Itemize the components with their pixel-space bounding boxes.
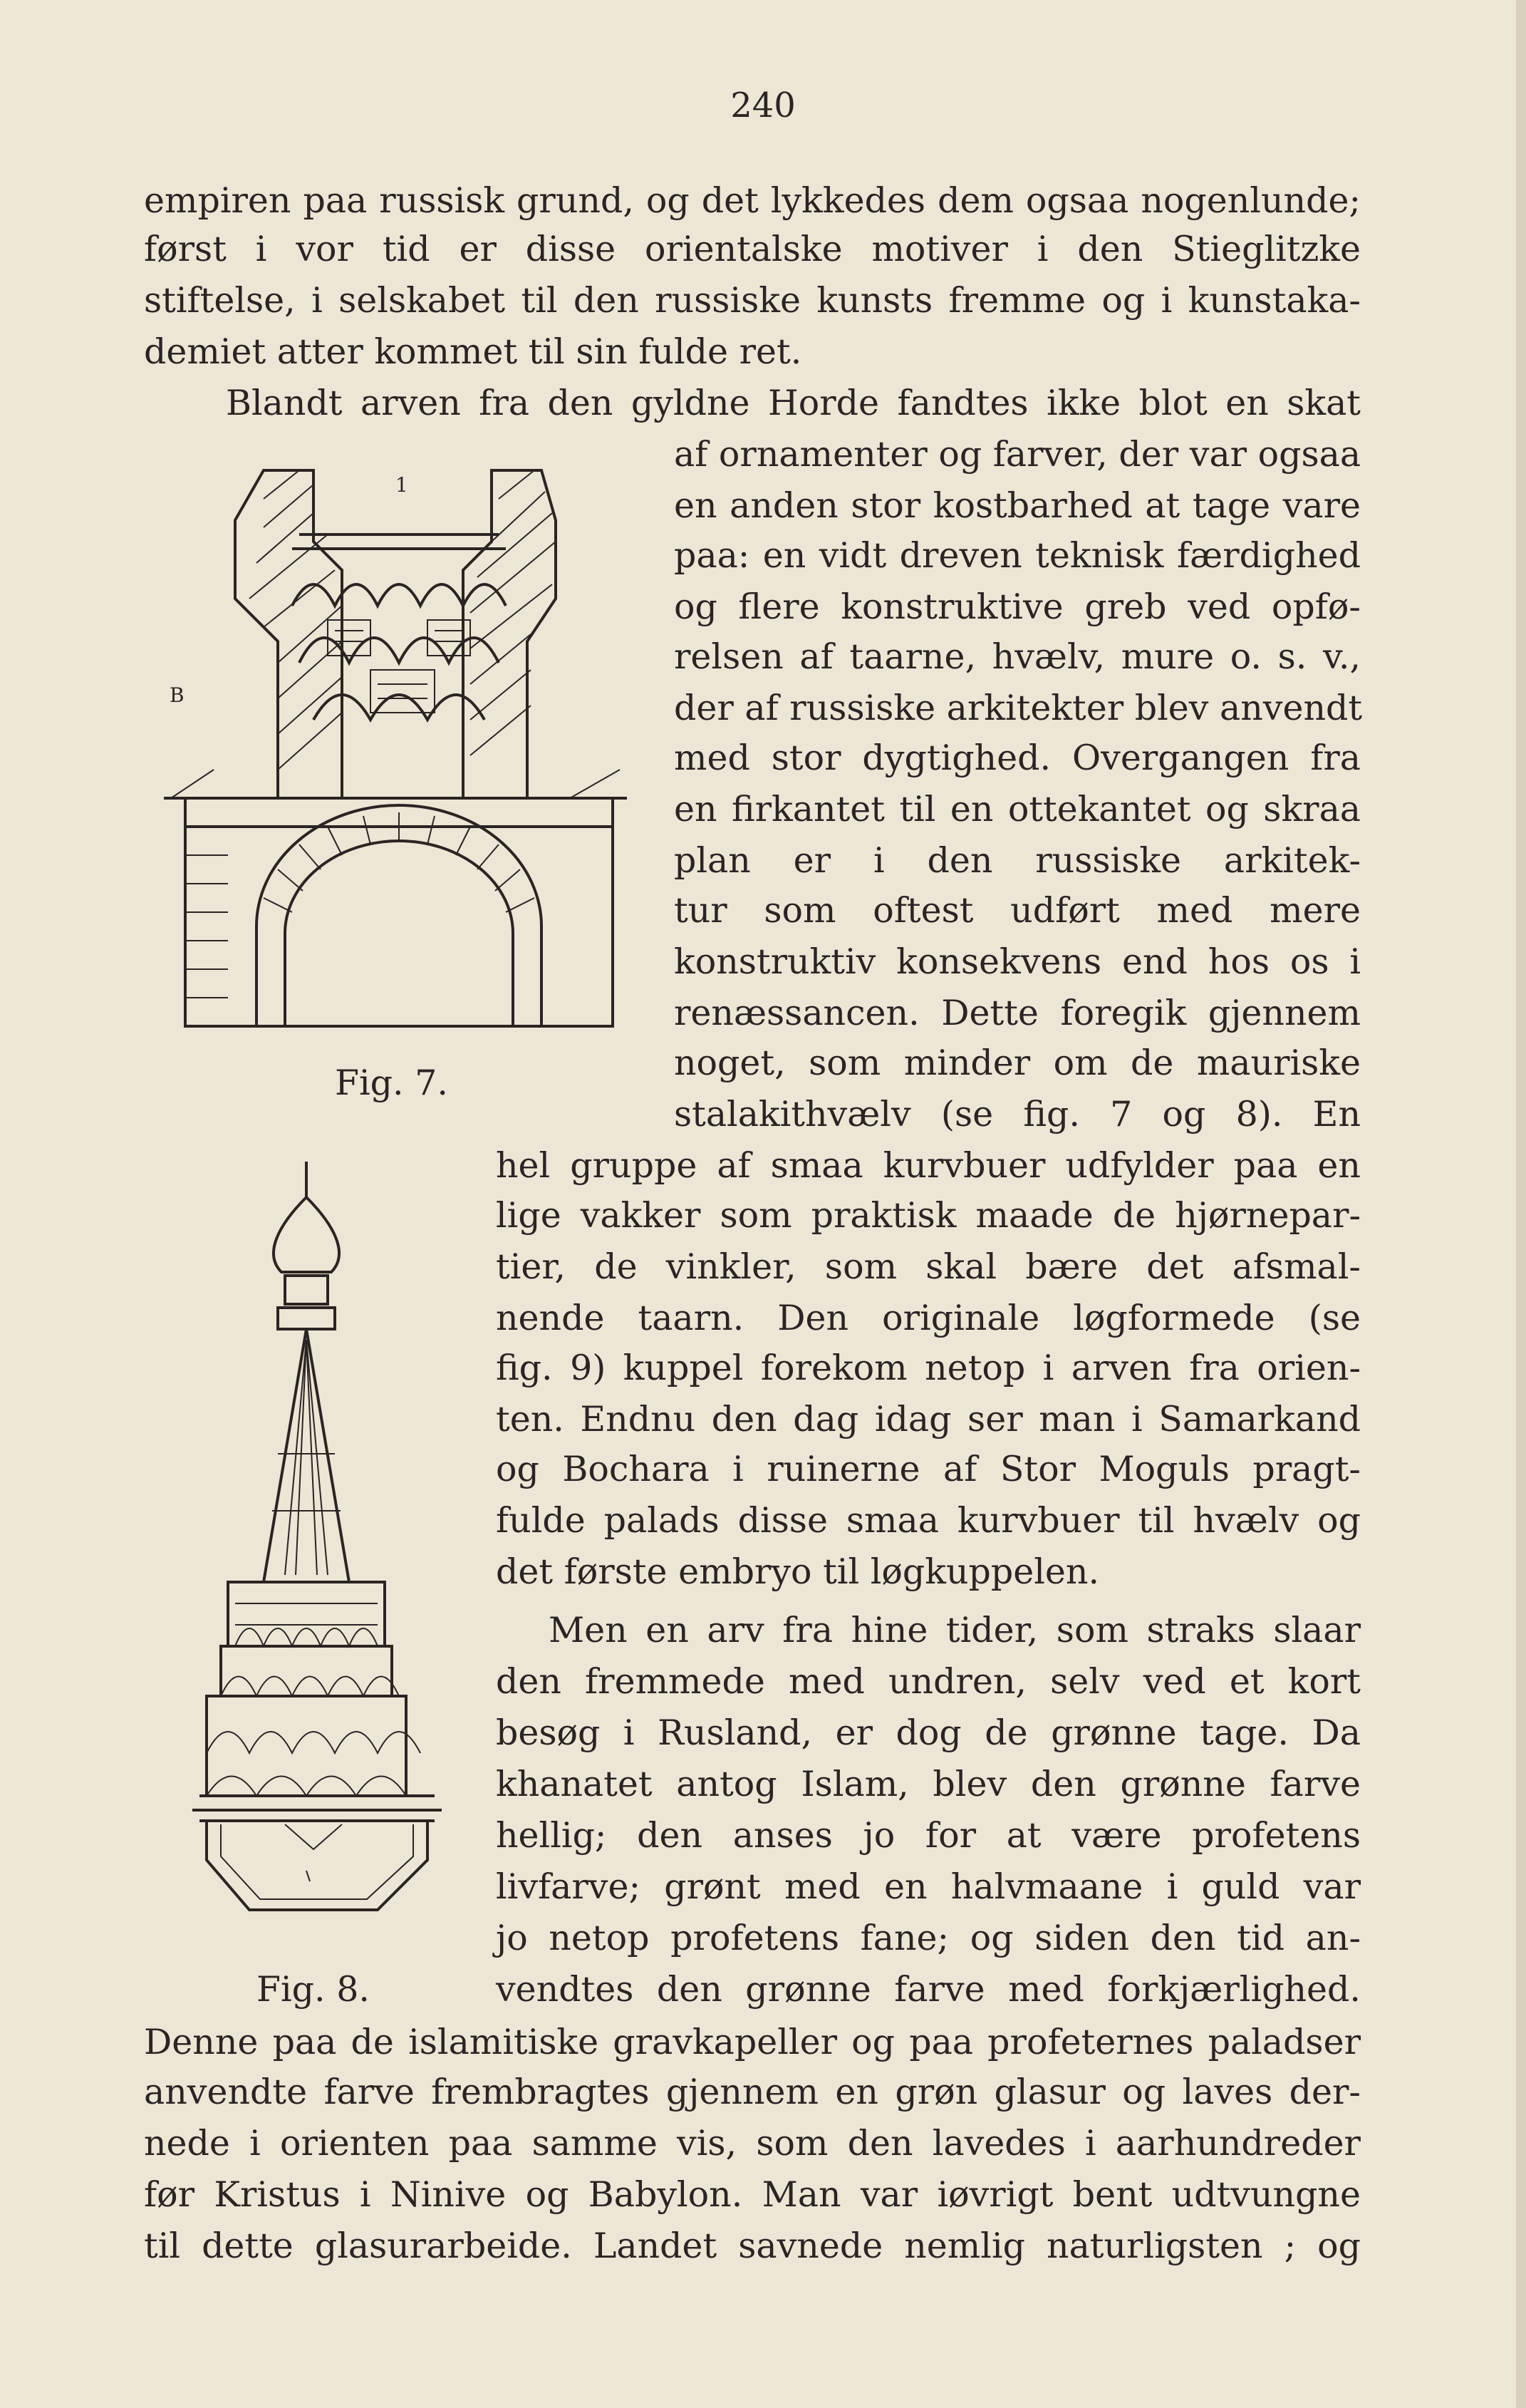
text-line: tier, de vinkler, som skal bære det afsmal- [496, 1246, 1361, 1287]
text-line: renæssancen. Dette foregik gjennem [674, 993, 1361, 1033]
text-line: og Bochara i ruinerne af Stor Moguls pragt- [496, 1449, 1361, 1489]
text-line: der af russiske arkitekter blev anvendt [674, 688, 1363, 728]
text-line: Denne paa de islamitiske gravkapeller og paa profeternes paladser [144, 2022, 1361, 2062]
text-line: livfarve; grønt med en halvmaane i guld var [496, 1866, 1361, 1907]
text-line: lige vakker som praktisk maade de hjørnepar- [496, 1195, 1361, 1236]
text-line: hellig; den anses jo for at være profetens [496, 1815, 1361, 1856]
text-line: fulde palads disse smaa kurvbuer til hvælv og [496, 1500, 1361, 1541]
text-line: før Kristus i Ninive og Babylon. Man var iøvrigt bent udtvungne [144, 2174, 1361, 2215]
text-line: Blandt arven fra den gyldne Horde fandtes ikke blot en skat [226, 383, 1361, 423]
text-line: det første embryo til løgkuppelen. [496, 1551, 1100, 1592]
text-line: hel gruppe af smaa kurvbuer udfylder paa en [496, 1145, 1361, 1186]
text-line: nende taarn. Den originale løgformede (se [496, 1298, 1361, 1338]
text-line: af ornamenter og farver, der var ogsaa [674, 434, 1361, 475]
text-line: khanatet antog Islam, blev den grønne farve [496, 1764, 1361, 1804]
text-line: først i vor tid er disse orientalske motiver i den Stieglitzke [144, 229, 1361, 269]
text-line: den fremmede med undren, selv ved et kort [496, 1661, 1361, 1702]
text-line: anvendte farve frembragtes gjennem en grøn glasur og laves der- [144, 2072, 1361, 2112]
text-line: ten. Endnu den dag idag ser man i Samarkand [496, 1399, 1361, 1440]
text-line: konstruktiv konsekvens end hos os i [674, 941, 1361, 982]
text-line: jo netop profetens fane; og siden den tid an- [496, 1918, 1361, 1958]
text-line: en firkantet til en ottekantet og skraa [674, 789, 1361, 830]
fig7-mark-side: B [170, 683, 185, 707]
text-line: stalakithvælv (se fig. 7 og 8). En [674, 1094, 1361, 1135]
text-line: til dette glasurarbeide. Landet savnede nemlig naturligsten ; og [144, 2226, 1361, 2266]
text-line: relsen af taarne, hvælv, mure o. s. v., [674, 636, 1361, 677]
text-line: besøg i Rusland, er dog de grønne tage. Da [496, 1712, 1361, 1753]
text-line: og flere konstruktive greb ved opfø- [674, 587, 1361, 627]
page-number: 240 [730, 86, 796, 125]
text-line: demiet atter kommet til sin fulde ret. [144, 331, 802, 372]
fig7-mark-top: 1 [395, 473, 408, 497]
text-line: empiren paa russisk grund, og det lykkedes dem ogsaa nogenlunde; [144, 180, 1361, 221]
text-line: Men en arv fra hine tider, som straks slaar [549, 1610, 1361, 1650]
text-line: fig. 9) kuppel forekom netop i arven fra orien- [496, 1348, 1361, 1388]
text-line: med stor dygtighed. Overgangen fra [674, 738, 1361, 778]
figure-8-pendant-drawing [192, 1154, 449, 1953]
text-line: stiftelse, i selskabet til den russiske kunsts fremme og i kunstaka- [144, 280, 1361, 321]
text-line: en anden stor kostbarhed at tage vare [674, 485, 1361, 526]
figure-7-caption: Fig. 7. [335, 1063, 448, 1103]
figure-7-vault-drawing [157, 456, 641, 1055]
page-edge [1516, 0, 1526, 2408]
text-line: nede i orienten paa samme vis, som den lavedes i aarhundreder [144, 2123, 1361, 2164]
text-line: noget, som minder om de mauriske [674, 1043, 1361, 1083]
figure-8-caption: Fig. 8. [256, 1969, 370, 2010]
text-line: plan er i den russiske arkitek- [674, 840, 1361, 881]
text-line: paa: en vidt dreven teknisk færdighed [674, 535, 1361, 576]
text-line: vendtes den grønne farve med forkjærlighed. [496, 1969, 1361, 2010]
text-line: tur som oftest udført med mere [674, 890, 1361, 931]
